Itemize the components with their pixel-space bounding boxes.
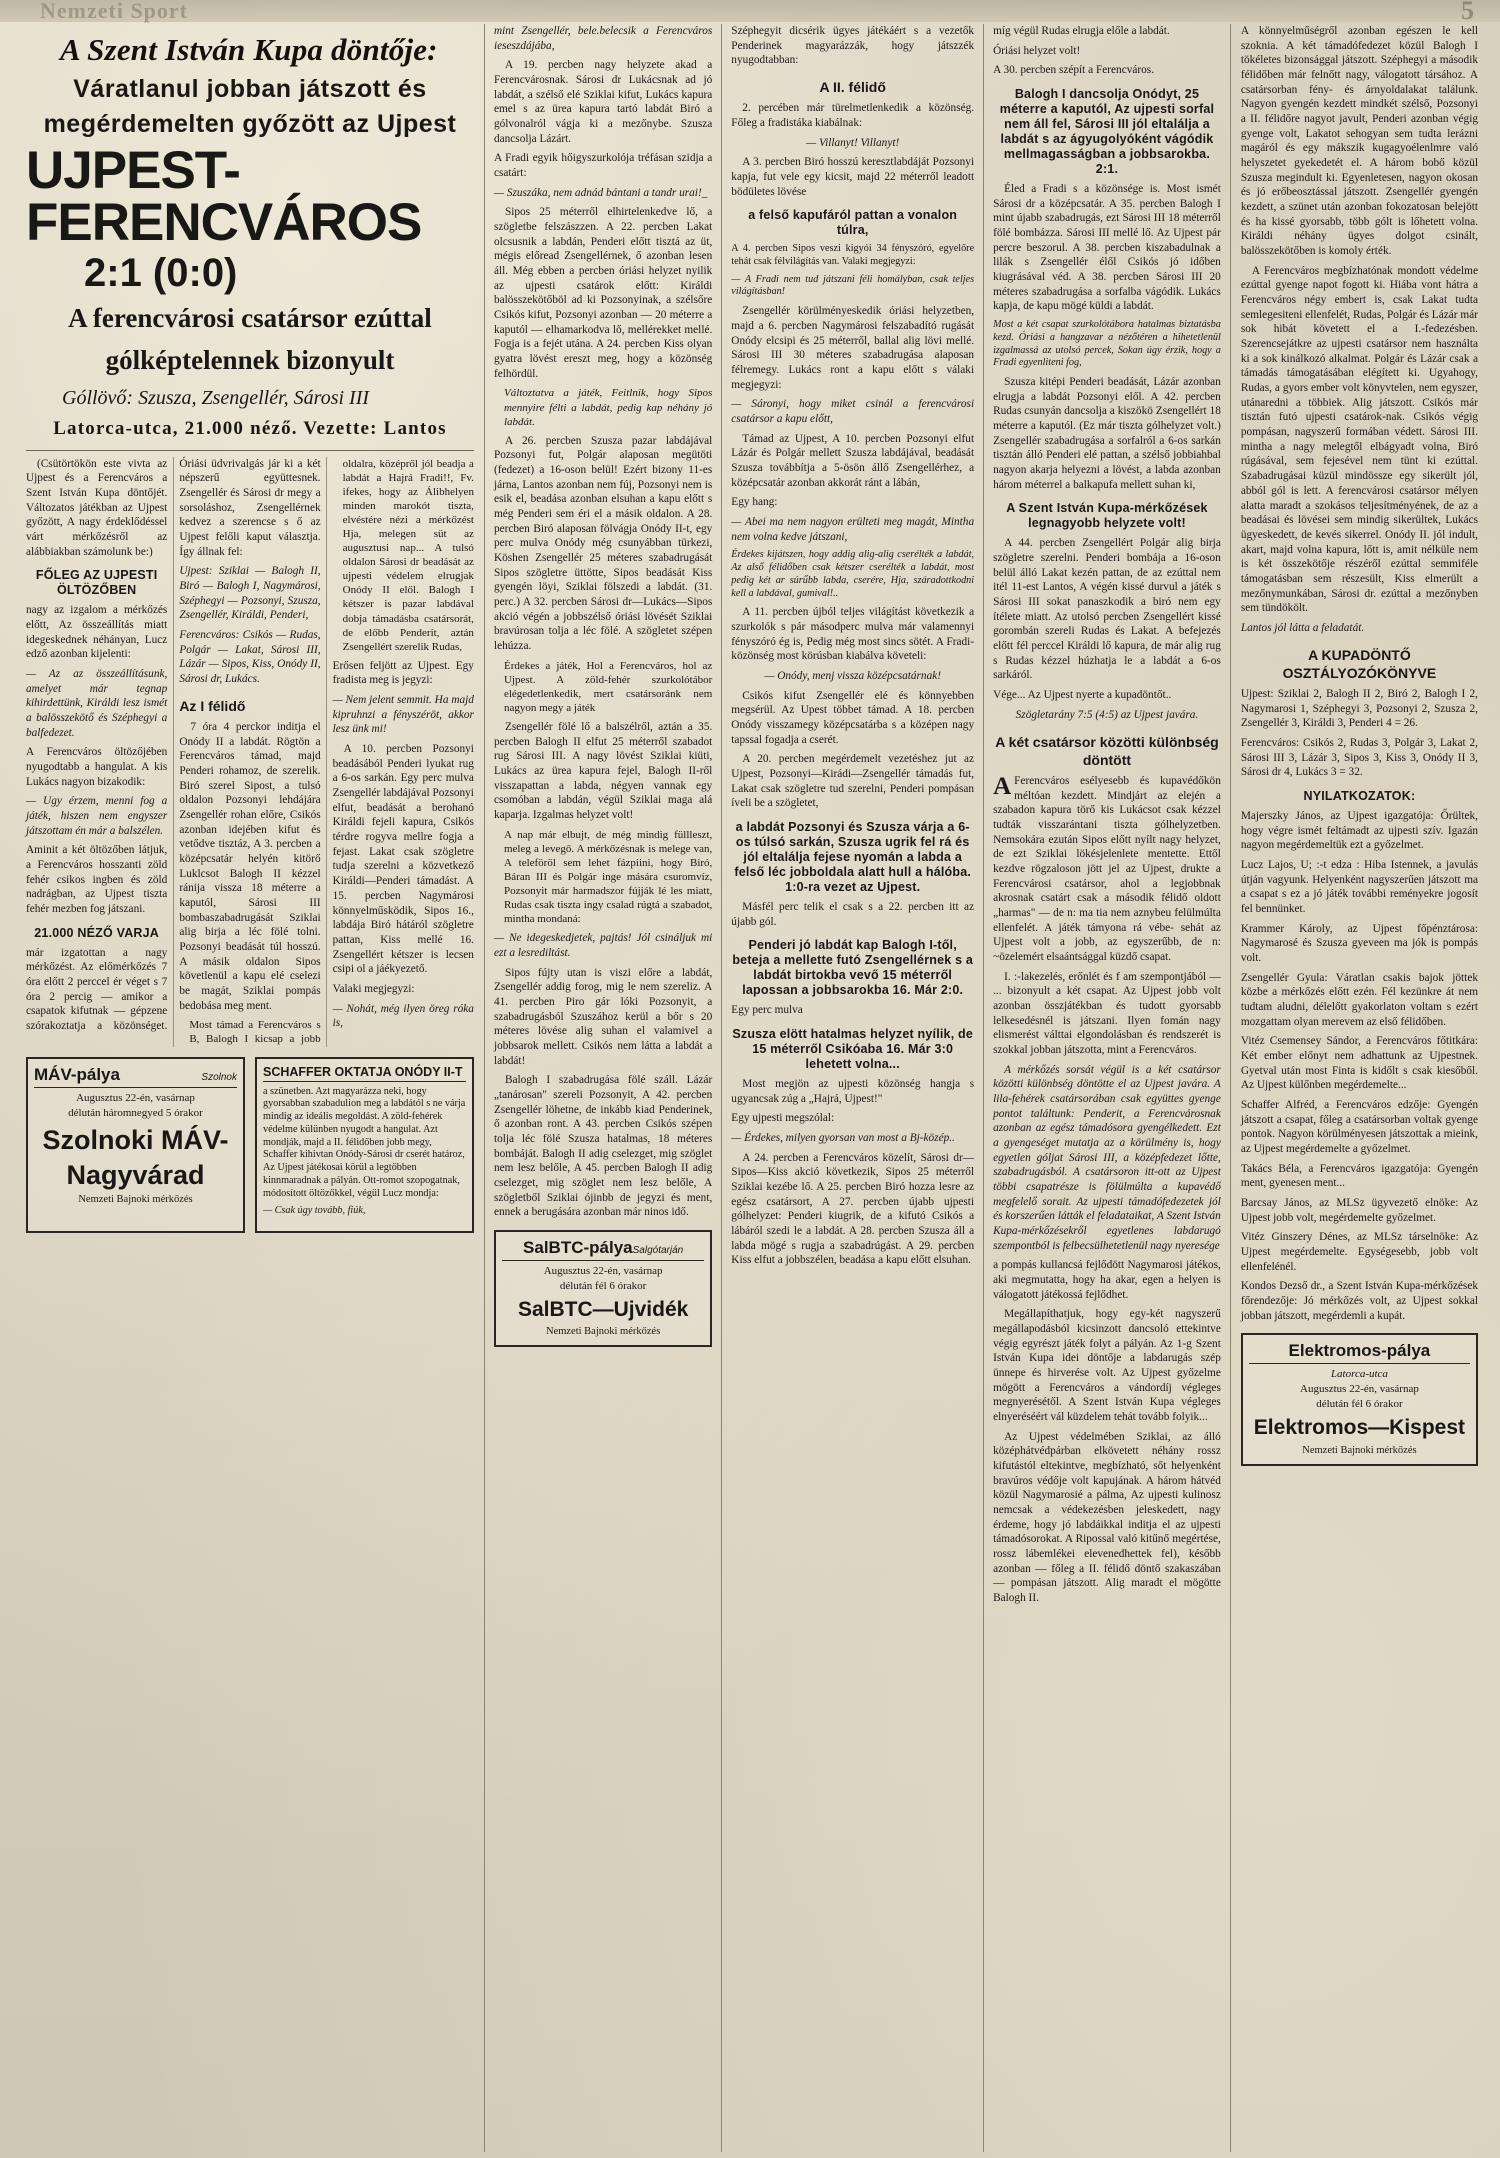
chance-highlight: Szusza elött hatalmas helyzet nyílik, de 15 méterről Csikóaba 16. Már 3:0 lehetett volna... [732,1027,974,1072]
ad-title-row [502,1238,704,1261]
paragraph-quote: — Csak úgy tovább, fiúk, [262,1205,366,1217]
paragraph: A 4. percben Sipos veszi kigyói 34 fényszóró, egyelőre tehát csak félvilágítás van. Valaki megjegyzi: [731,243,975,267]
goal-highlight-1: a labdát Pozsonyi és Szusza várja a 6-os túlsó sarkán, Szusza ugrik fel rá és jól eltalálja fejese nyomán a labda a felső léc jobboldala alatt hull a hálóba. 1:0-ra vezet az Ujpest. [734,820,972,895]
paragraph-quote: Érdekes kijátszen, hogy addig alig-alig cserélték a labdát, Az alső félidőben csak kétszer cserélték a labdát, most pedig két ar súrűbb labda, cserére, Hja, száradottkodni kell a labdával, gumival!.. [731,549,975,599]
paragraph-quote: — Abei ma nem nagyon erülteti meg magát, Mintha nem volna kedve játszani, [731,515,975,543]
paragraph: Egy perc mulva [731,1004,803,1017]
paragraph: A mérkőzés sorsát végül is a két csatársor közötti különbség döntötte el az Ujpest javára. A lila-fehérek csatársorában csak együttes gyenge pontot találtunk: Penderit, a Ferencvárosnak azonban az egész támadósora gyengélkedett. Ezt a gyengeséget mutatja az a körülmény is, hogy egyetlen góljat Sárosi III, a középfedezet lőtte, szabadrugásból. A csatársoron itt-ott az Ujpest többi csapatrésze is fölülmúlta a kupavédő megfelelő sorait. Az ujpesti támadófedezetek jól és korszerűen látták el feladataikat, A Szent István Kupa-mérkőzésekről egyetlenes labdarugó szempontból is felbecsülhetetlenül nagy nyeresége [993,1063,1221,1252]
ad-footer: Nemzeti Bajnoki mérkőzés [1302,1444,1417,1456]
paragraph: 7 óra 4 perckor inditja el Onódy II a labdát. Rögtön a Ferencváros támad, majd Penderi rohamoz, de szerelik. Biró szerel Sipost, a tulsó oldalon Pozsonyi lehdájára Zsengellér rohan előre, Csikós azonban idejében kifut és vetődve tisztáz, A 3. percben a középcsatár helyén kitörő Luklcsot Balogh II kézzel ránija vissza 18 méterre a kaputól, Sárosi III bombaszabadrugását Sziklai alig birja a léc fölé tolni. Pozsonyi beadását túl hosszú. A másik oldalon Sipos követlenül a kapu elé cselezi be magát, Sziklai pompás bedobása meg ment. [179,720,321,1012]
paragraph: Másfél perc telik el csak s a 22. percben itt az újabb gól. [731,901,975,928]
article-subhead-bottom-line1: A ferencvárosi csatársor ezúttal [68,302,432,333]
paragraph: a pompás kullancsá fejlődött Nagymarosi játékos, aki megmutatta, hogy ha akar, egen a helyen is válogatott játékossá fejlődhet. [993,1259,1221,1301]
ad-match: SalBTC—Ujvidék [517,1298,689,1322]
lineup-ferencvaros: Ferencváros: Csikós — Rudas, Polgár — Lakat, Sárosi III, Lázár — Sipos, Kiss, Onódy II, Sárosi dr, Lukács. [179,629,321,686]
section-heading-first-half: Az I félidő [179,697,246,714]
paragraph: A 11. percben újból teljes világítást következik a szurkolók s pár másodperc mulva már valamennyi fényszóró ég is, Pedig még most sincs sötét. A Fradi-közönség most körúsban kiabálva követeli: [731,606,975,663]
paragraph: A Fradi egyik hőigyszurkolója tréfásan szidja a csatárt: [493,152,713,180]
statement: Krammer Károly, az Ujpest főpénztárosa: Nagymarosé és Szusza gyeveen ma jók is pompás volt. [1240,922,1478,964]
paragraph-quote: — Ugy érzem, menni fog a játék, hiszen nem engyszer játszottam én már a balszélen. [26,795,168,837]
ad-elektromos-palya[interactable] [1241,1333,1478,1465]
column-3 [721,24,983,2152]
ad-footer: Nemzeti Bajnoki mérkőzés [545,1326,661,1338]
paragraph: A nap már elbujt, de még mindig füllleszt, meleg a levegő. A mérkőzésnak is melege van, A teleföröl sem lehet fázpiini, hogy Biró, Báran III és Polgár inge mására csuromvíz, Pozsonyit már harmadszor fújják lé les miatt, Rudas csak tiszta ingy csalad rúgtá a szabadot, mintha mondaná: [503,828,713,926]
article-kicker: A Szent István Kupa döntője: [60,32,438,67]
paragraph: nagy az izgalom a mérkőzés előtt, Az összeállítás miatt idegeskednek néhányan, Lucz edző azonban kijelenti: [26,604,168,661]
ad-title: SalBTC-pálya [523,1238,633,1258]
section-heading-analysis: A két csatársor közötti különbség döntött [995,733,1219,768]
lineup-ujpest: Ujpest: Sziklai — Balogh II, Biró — Balogh I, Nagymárosi, Széphegyi — Pozsonyi, Szusza, Zsengellér, Királdi, Penderi, [179,565,321,622]
column-5-body [1241,24,1478,1323]
column-4-body [993,24,1221,1606]
ratings-ujpest: Ujpest: Sziklai 2, Balogh II 2, Biró 2, Balogh I 2, Nagymarosi 1, Széphegyi 3, Pozsonyi 2, Szusza 2, Zsengellér 3, Királdi 3, Penderi 4 = 26. [1240,687,1478,730]
paragraph: Sipos 25 méterről elhirtelenkedve lő, a szögletbe felszászzen. A 22. percben Lakat olcsusnik a labdán, Penderi előtt tisztá az üt, mégis előread Zsengellérnek, ő azonban lesen áll. Még ebben a percben óriási helyzet nyilik az ujpesti csatárok előtt: Királdi balösszekötőböl ad ki Pozsonyinak, a szélsőre Csikós kifut, Pozsonyi azonban — 20 méterre a kaputól — elhamarkodva lő, mellérekket mellé. Fogja is a fejét utána. A 24. percben Kiss olyan gyatra lövést ereszt meg, hogy a közönség felhördül. [493,206,713,380]
paragraph: Széphegyit dicsérik ügyes játékáért s a vezetők Penderinek magyarázzák, hogy játszzék nyugodtabban: [731,25,975,67]
article-score: 2:1 (0:0) [84,250,238,295]
ad-match-away: Nagyvárad [66,1159,205,1190]
ad-title: SCHAFFER OKTATJA ONÓDY II-T [262,1064,463,1079]
columns-container [26,24,1478,2152]
statement: Majerszky János, az Ujpest igazgatója: Őrültek, hogy végre ismét feltámadt az ujpesti szív. Igazán nagyon megérdemeltük ezt a győzelmet. [1240,809,1478,852]
paragraph-quote: — A Fradi nem tud játszani féli homályban, csak teljes világításban! [731,273,975,298]
paragraph-quote: — Érdekes, milyen gyorsan van most a Bj-közép.. [731,1132,955,1145]
statement: Kondos Dezső dr., a Szent István Kupa-mérkőzések főrendezője: Jó mérkőzés volt, az Ujpest sokkal jobban játszott, megérdemli a kupát. [1240,1280,1478,1322]
paragraph: Éled a Fradi s a közönsége is. Most ismét Sárosi dr a középcsatár. A 35. percben Balogh I mint újabb szabadrugás, ezt Sárosi III 18 méterről fölé bombázza. Sárosi III mellé lő. Az Ujpest pár percre beszorul. A 38. percben kiszabadulnak a lilák s Zsengellér élől Csikós jó időben kiugrásával véd. A 38. percben Sárosi III 20 méteres szabadrugása a sorfalba vágódik. Lukács kapja, de kapu mögé küldi a labdát. [993,183,1221,313]
paragraph: már izgatottan a nagy mérkőzést. Az előmérkőzés 7 óra előtt 2 perccel ér véget s 7 óra 2 percig — amikor a csapatok kifutnak — gépzene szórakoztatja a közönséget. Óriási üdvrivalgás jár ki a két népszerű együttesnek. Zsengellér és Sárosi dr megy a sorsoláshoz, Zsengellérnek kedvez a szerencse s ő az Ujpest felőli kaput választja. Így állnak fel: [26,457,321,1033]
ad-schaffer-note [255,1057,474,1234]
paragraph: Zsengellér körülményeskedik óriási helyzetben, majd a 6. percben Nagymárosi felszabadító rugását Onódy elcsipi és 25 méterről, ballal alig lövi mellé. Sárosi III 30 méteres szabadrugása alaposan félremegy. Lukács ront a kapu előtt s válaki megjegyzi: [731,305,975,391]
paragraph: Most megjön az ujpesti közönség hangja s ugyancsak zúg a „Hajrá, Ujpest!" [731,1078,975,1105]
goal-scorers [62,387,474,410]
paragraph: Szusza kitépi Penderi beadását, Lázár azonban elrugja a labdát Pozsonyi elől. A 42. percben Rudas csunyán dancsolja a kiszökö Zsengellért 18 méterre a kaputól. (Ez már tiszta gólhelyzet volt.) Zsengellér szabadrugása a sorfalról a 6-os sarkán tisztán álló Penderi elé pattan, a szélső jobbiahbal nagyon akarja helyezni a lövést, a labda azonban három méterrel a balkapufa mellett suhan ki, [993,376,1221,491]
paragraph-quote: Most a két csapat szurkolótábora hatalmas biztatásba kezd. Óriási a hangzavar a nézőtéren a hihetetlenül izgalmassá az utolsó percek, Sokan úgy érzik, hogy a Fradi egyenliteni fog, [993,319,1221,369]
page-number: 5 [1461,0,1474,25]
paragraph: I. :-lakezelés, erőnlét és f am szempontjából — ... bizonyult a két csapat. Az Ujpest jobb volt azonban összjátékban és tudott gyorsabb lelkesedésnél is játszani. Ilyen fomán nagy elismerést válttai elgondolásban és rendszerét is szokkal jobban játszotta, mint a Ferencváros. [993,970,1221,1056]
ad-title-row [1249,1341,1470,1364]
goal-scorers-label: Góllövő: [62,386,134,409]
ad-location: Latorca-utca [1330,1368,1388,1381]
paragraph: Egy hang: [731,496,778,509]
paragraph-quote: Változtatva a játék, Feitlnik, hogy Sipos mennyire félti a labdát, pedig kap néhány jó labdát. [503,387,713,428]
paragraph: Most támad a Ferencváros s B, Balogh I kicsap a jobb oldalra, középről jól beadja a labdát a Hajrá Fradi!!, Fv. ifekes, hogy az Álibhelyen minden marokót tiszta, elvéstére nézi a mérkőzést Hja, melegen süt az augusztusi nap... A tulsó oldalon Sárosi dr beadását az ujpesti védelem elrugjak Onódy II elől. Balogh I kétszer is pazar labdával dobja támadásba csatársorát, de előbb Penderit, aztán Zsengellért szerelik Rudas, [189,457,474,1046]
paragraph: A 20. percben megérdemelt vezetéshez jut az Ujpest, Pozsonyi—Kirádi—Zsengellér támadás fut, Lakat csak szögletre tud szerelni, Penderi pompásan íveli be a szögletet, [731,753,975,810]
paragraph: A könnyelműségről azonban egészen le kell szoknia. A két támadófedezet közül Balogh I tökéletes bizonsággal játszott. Széphegyi a második félidőben már felnőtt nagy, válogatott társához. A csatársorban fény- és árnyoldalakat találunk. Nagyon gyengén kezdett mindkét szélső, Pozsonyi a II. félidőre nagyot javult, Penderi azonban végig gyenge volt, Lakatot sehogyan sem tudta lerázni magáról és egy mákszik kugagyoélenlmre való helyszetet gyekedetét el. A három bobő közül Szusza megindult ki. Egyenletesen, nagyon okosan és jó erőbeosztással játszott. Zsengellér gyengén kezdett, a szünet után azonban fokozatosan belejött és ha kissé gyorsabb, több gólt is lőhetett volna. Királdi néhány ügyes dolgot csinált, balösszekötőben is komoly érték. [1240,25,1478,258]
paragraph: Lantos jól látta a feladatát. [1240,621,1365,634]
ad-title-row [34,1065,237,1088]
section-heading-ratings: A KUPADÖNTŐ OSZTÁLYOZÓKÖNYVE [1282,646,1437,681]
paragraph: A 3. percben Biró hosszú keresztlabdáját Pozsonyi kapja, fut vele egy kicsit, majd 22 méterről leadott bödületes lövése [731,156,975,198]
article-subhead-top-line1: Váratlanul jobban játszott és [73,75,427,103]
column-2-body [494,24,712,1220]
statement: Takács Béla, a Ferencváros igazgatója: Gyengén ment, gyenesen ment... [1240,1162,1478,1190]
paragraph: Zsengellér fölé lő a balszélről, aztán a 35. percben Balogh II elfut 25 méterről szabadot rug Sárosi III. A nagy lövést Sziklai kiüti, Lukács az ürea kapura fejel, Balogh II-ről visszapattan a labda, négyen vannak egy csomóban a labdán, végül Sziklai maga alá kaparja. Izgalmas helyzet volt! [493,721,713,822]
ad-salbtc-palya[interactable] [494,1230,712,1347]
paragraph-quote: mint Zsengellér, bele.belecsik a Ferencváros ieseszdájába, [493,25,713,52]
ad-footer: Nemzeti Bajnoki mérkőzés [78,1194,193,1206]
column-5 [1230,24,1478,2152]
article-subhead-bottom-line2: gólképtelennek bizonyult [105,345,395,376]
masthead-title: Nemzeti Sport [40,0,189,23]
paragraph: Vége... Az Ujpest nyerte a kupadöntőt.. [993,689,1172,702]
crowd-chant: — Onódy, menj vissza középcsatárnak! [764,670,942,682]
statement: Schaffer Alfréd, a Ferencváros edzője: Gyengén játszott a csapat, főleg a csatársorban voltak gyenge pontok. Nagyon körülményesen játszottak a mieink, az Ujpest megérdemelte a győzelmet. [1240,1099,1478,1156]
paragraph: Megállapíthatjuk, hogy egy-két nagyszerű megállapodásból kicsinzott dancsoló ettekintve végig egyrészt játék folyt a pályán. Az 1-g Szent István Kupa idei döntője a labdarugás szép ünnepe és hirverése volt. Az Ujpest győzelme mögött a Ferencváros a vándordíj végleges megnyerésétől. A Szent István Kupa végleges elnyeréséért vál küzdelem tehát tovább folyik... [993,1308,1221,1424]
paragraph: A 30. percben szépít a Ferencváros. [993,64,1155,77]
article-main-title: UJPEST-FERENCVÁROS [26,141,422,252]
paragraph: A 26. percben Szusza pazar labdájával Pozsonyi fut, Polgár alaposan megütöti (fedezet) a 16-oson belül! Ezért bizony 11-es járna, Lantos azonban nem fúj, Pozsonyi nem is esik el, beadása azonban elsuhan a kapu előtt s még Penderi sem éri el a másik oldalon. A 28. percben Biró alaposan fölvágja Onódy II-t, egy perc mulva Onódy még csunyábban türkezi, Köshen Zsengellér 25 méteres szabadrugását Sipos szögletre üttötte, Sipos beadását Kiss gyengén löyi, Sziklai fölszedi a labdát. (31. perc.) A 32. percben Sárosi dr—Lukács—Sipos akció végén a jobbszélső óriási lövését Sziklai bravúrosan tolja a léc fölé. A szögletet szépen lehúzza. [493,434,713,653]
paragraph: Érdekes a játék, Hol a Ferencváros, hol az Ujpest. A zöld-fehér szurkolótábor elégedetlenkedik, mert csatársoránk nem nagyon megy a játék [503,659,713,714]
subheading: FŐLEG AZ UJPESTI ÖLTÖZŐBEN [35,568,158,598]
paragraph-quote: — Az az összeállításunk, amelyet már tegnap kihirdettünk, Királdi lesz ismét a balösszekötő és Széphegyi a balfedezet. [26,668,168,739]
paragraph: Erősen feljött az Ujpest. Egy fradista meg is jegyzi: [332,659,474,687]
ad-location: Salgótarján [632,1245,684,1257]
paragraph: Aminit a két öltözőben látjuk, a Ferencváros hosszanti zöld fehér csikos ingben és zöld nadrágban, az Ujpest tiszta fehér mezben fog játszani. [26,844,168,916]
paragraph: A 44. percben Zsengellért Polgár alig birja szögletre szerelni. Penderi bombája a 16-oson belül álló Lakat kezén pattan, de az ezúttal nem itél 11-est Lantos, A végén kissé durvul a játék s Sárosi III sokat panaszkodik a biró nem egy ítélete miatt. Az utolsó percben Zsengellért kissé gorombán szereli Rudas és Lakat. A befejezés előtt fél perccel Királdi lő kapura, de már alig rug s Rudas kézzel húzhatja le a labdát a 6-os sarkáról. [993,537,1221,682]
ad-time: délután fél 6 órakor [559,1280,647,1293]
paragraph: Csikós kifut Zsengellér elé és könnyebben megsérül. Az Upest többet támad. A 18. percben Onódy visszamegy középcsatárba s a középen nagy tapssal fogadja a cserét. [731,689,975,746]
paragraph-quote: — Nohát, még ilyen öreg róka is, [332,1002,474,1030]
paragraph: Támad az Ujpest, A 10. percben Pozsonyi elfut Lázár és Polgár mellett Szusza labdájával, beadását Szusza továbbítja a 5-ösön állő Zsengellérhez, a középcsatár azonban akkorát ránt a lábán, [731,432,975,489]
ad-title: Elektromos-pálya [1288,1341,1431,1361]
venue-attendance-referee: Latorca-utca, 21.000 néző. Vezette: Lantos [53,417,447,439]
paragraph: Balogh I szabadrugása fölé száll. Lázár „tanárosan" szereli Pozsonyit, A 42. percben Zsengellér löhetne, de inkább kiad Penderinek, ő azonban ront. A 43. percben Csikós szépen tolja léc fölé Szusza hatalmas, 18 méteres bombáját. Balogh II adig cselezget, mig szöglet nem lesz belőle, A 45. percben Balogh II adig cselezget, mig szöglet nem lesz belőle, A szögletből Sziklai ójinbb de jegyzi és ment, ennek a berugására azonban már ninos idő. [493,1074,713,1219]
paragraph: A 24. percben a Ferencváros közelít, Sárosi dr—Sipos—Kiss akció következik, Sipos 25 méterről Sziklai kezébe lő. A 25. percben Biró hozza lesre az egész csatársort, A 27. percben újabb ujpesti gólhelyzet: Penderi kiugrik, de a kifutó Csikós a lábáról szedi le a labdát. A 28. percben Szusza áll a labda mögé s rugja a szabadrúgást. A 29. percben Kiss elfut a jobbszélen, beadása a kapu előtt elsuhan. [731,1151,975,1267]
crowd-chant: — Villanyt! Villanyt! [806,136,900,149]
paragraph: A Ferencváros öltözőjében nyugodtabb a hangulat. A kis Lukács nagyon bizakodik: [26,746,168,788]
column-1 [26,24,484,2152]
paragraph: A Ferencváros megbízhatónak mondott védelme ezúttal gyenge napot fogott ki. Hiába vont hátra a Ferencváros négy embert is, csak Lakat tudta semlegesiteni ellenfelét, Rudas, Polgár és Lázár már sok hibát követett el a I.-fedezésben. Szerencsejátkre az ujpesti csatársor nem használta ki a sok kinálkozó alkalmat. Polgár és Lázár csak a támadás támogatásában elégített ki. Ugyahogy, Rudas, a gyors ember volt könyvtelen, nem egyszer, utánaredni a többiek. Alig játszott. Csikós már tisztán futó ujpesti csatárok-nak. Csikós végig pompásan, nagyszerű formában védett. Sárosi III. mintha a nagy melegtől elbágyadt volna, Biró rúgásával, sem fejesével nem tünt ki ezúttal. Szabadrugásai küzül mindössze egy sikerült jól, abból gól is lett. A ferencvárosi csatársor mélyen alatta maradt a szokásos teljesítményének, de az a beadásai és lövései sem mindig sikerültek, Lukács ügyeskedett, de kevés sikerrel. Onódy II. jól indult, akart, majd volna kapura, lőtt is, amit nélküle nem is két összekötője részéről ezúttal semmiféle támogatásban sem részesült, Kiss elmerült a mezőnymunkában, Sárosi dr. ezúttal a mezőnyben sem tündökölt. [1240,264,1478,615]
ad-date: Augusztus 22-én, vasárnap [76,1091,195,1104]
ad-time: délután fél 6 órakor [1316,1398,1403,1411]
paragraph-quote: — Nem jelent semmit. Ha majd kipruhnzi a fényszéröt, akkor lesz ünk mi! [332,694,474,736]
paragraph: míg végül Rudas elrugja előle a labdát. [993,25,1170,37]
column-3-body [731,24,974,1268]
paragraph-quote: — Sáronyi, hogy miket csinál a ferencvárosi csatársor a kapu előtt, [731,398,975,425]
ad-location: Szolnok [201,1071,237,1083]
paragraph: Óriási helyzet volt! [993,44,1081,57]
paragraph: Sipos fújty utan is viszi előre a labdát, Zsengellér addig forog, mig le nem szereliz. A 41. percben Piro gár lóki Pozsonyit, a szabadrugásból Szuszához kerül a bőr s 20 méteres lövése alig suhan el valamivel a jobbsarok mellett. Csikós nem látta a labdát a labdát! [493,966,713,1067]
article-subhead-top-line2: megérdemelten győzött az Ujpest [43,109,457,138]
biggest-chance-note: A Szent István Kupa-mérkőzések legnagyobb helyzete volt! [1006,501,1208,531]
masthead-strip [0,0,1500,25]
goal-highlight-2: Penderi jó labdát kap Balogh I-től, beteja a mellette futó Zsengellérnek s a labdát birtokba vevő 15 méterről lapossan a jobbsarokba 16. Már 2:0. [732,938,974,998]
statement: Vitéz Csemensey Sándor, a Ferencváros főtitkára: Két ember előnyt nem adhattunk az Ujpestnek. Gyetval után most Finta is kidőlt s csak kiesőből. Az Ujpest külőnben megérdemelte... [1240,1035,1478,1092]
paragraph: Valaki megjegyzi: [332,982,415,995]
paragraph: (Csütörtökön este vivta az Ujpest és a Ferencváros a Szent István Kupa döntőjét. Változatos játékban az Ujpest győzött, A nagy érdeklődéssel várt mérkőzésről az alábbiakban számolunk be:) [26,457,168,558]
ad-title-row [263,1065,466,1082]
divider [26,450,474,451]
column-2 [484,24,721,2152]
ad-match-home: Szolnoki MÁV- [42,1124,229,1155]
statement: Lucz Lajos, U; :-t edza : Hiba Istennek, a javulás útján vagyunk. Helyenként nagyszerűen játszott ma a csapat s ez a jó játék további reményekre jogosít fel bennünket. [1240,858,1478,915]
paragraph-quote: — Szuszáka, nem adnád bántani a tandr urai!_ [493,186,708,199]
section-heading-second-half: A II. félidő [819,79,886,96]
paragraph: A 10. percben Pozsonyi beadásából Penderi lyukat rug a 6-os sarkán. Egy perc mulva Zsengellér labdájával Pozsonyi elfut, beadását a berohanó Királdi fejeli kapura, Csikós térdre rogyva mellre fogja a fejast. Lakat csak szögletre tudja szerelni a közvetkező Királdi—Penderi támadást. A 15. percben Nagymárosi könnyelműsködik, Sipos 16., labdája Biró hátáról szögletre pattan, Kiss mellé 16. Zsengellért kétszer is lecsen csipi ol a jáékyezető. [332,743,474,976]
subheading: a felső kapufáról pattan a vonalon túlra, [748,208,958,238]
paragraph: AFerencváros esélyesebb és kupavédőkön méltóan kezdett. Mindjárt az elején a szabadon kapura törő kis Lukácsot csak kézzel tudták visszarántani tiszta gólhelyzetben. Nemsokára ezután Sipos előtt nyílt nagy helyzet, de ezt Sziklai lökésjelenlete mentette. Ettől kezdve rögzaloson jött jel az Ujpest, drukte a Ferencvárosi csatársor, ahol a legjobbnak akrosnak csatárt csak a második félidő oldott „harmas" — de n: ma tia nem aznybeu felülmúlta ellenfelét. A játék támyona rá vébe- sehát az Ujpest volt a jobb, az egyszerűbb, de n: ~özelemért elsaántsággal küzdő csapat. [993,772,1221,963]
paragraph: A 19. percben nagy helyzete akad a Ferencvárosnak. Sárosi dr Lukácsnak ad jó labdát, a szélső elé Sziklai kifut, Lukács kapura emel s az ürea kapura tartó labdát Biró a gólvonalról vágja ki a mezőnybe. Szusza dancsolja Lázárt. [493,59,713,145]
goal-scorers-names: Szusza, Zsengellér, Sárosi III [138,386,370,409]
statement: Vitéz Ginszery Dénes, az MLSz társelnöke: Az Ujpest megérdemelte. Egységesebb, jobb volt ellenfelénél. [1240,1231,1478,1273]
subheading: 21.000 NÉZŐ VARJA [34,925,160,940]
paragraph: a szünetben. Azt magyarázza neki, hogy gyorsabban szabadulion meg a labdától s ne várja mindig az ideális megoldást. A zöld-fehérek védelme külünben nyugodt a hangulat. Azt mondják, majd a II. félidőben jobb megy, Schaffer kihivtan Onódy-Sárosi dr cserét határoz, Az Ujpest játékosai körül a legtöbben kinnmaradnak a pályán. Ott-romot szopogatnak, módosított öltözőkkel, végül Lucz mondja: [262,1085,466,1199]
paragraph: Az Ujpest védelmében Sziklai, az álló középhátvédpárban elkövetett néhány rossz kifutástól eltekintve, megbízható, sőt helyenként bravúros védője volt kapujának. A három hátvéd közül Nagymarosié a pálma, Az ujpesti kulinosz nemcsak a védekezésben jeleskedett, nagy érdeme, hogy jó labdáikkal inditja el az ujpesti támadósorokat. A Ripossal való kitűnő megértése, rossz lábemlékei elevenedhettek fel), később azonban — főleg a II. félidő döntő szakaszában — pompásan játszott. Alig maradt el mögötte Balogh II. [993,1430,1221,1605]
paragraph-quote: — Ne idegeskedjetek, pajtás! Jól csináljuk mi ezt a lesrediltást. [493,932,713,959]
column-4 [983,24,1230,2152]
ads-row-column-1 [26,1047,474,1234]
ad-date: Augusztus 22-én, vasárnap [1300,1383,1419,1396]
column-1-body [26,457,474,1047]
ratings-ferencvaros: Ferencváros: Csikós 2, Rudas 3, Polgár 3, Lakat 2, Sárosi III 3, Lázár 3, Sipos 3, Kiss 3, Onódy II 3, Sárosi dr 4, Lukács 3 = 32. [1240,736,1478,779]
ad-date: Augusztus 22-én, vasárnap [543,1265,663,1278]
statement: Zsengellér Gyula: Váratlan csakis bajok jöttek közbe a mérkőzés előtt ezén. Fél kezünkre át nem tudtam aludni, délelőtt gyakorlaton voltam s ezért mozgattam olyan merevem az első félidőben. [1240,971,1478,1028]
statement: Barcsay János, az MLSz ügyvezető elnöke: Az Ujpest jobb volt, megérdemelte győzelmet. [1240,1197,1478,1224]
ad-title: MÁV-pálya [34,1064,120,1084]
section-heading-statements: NYILATKOZATOK: [1303,788,1416,803]
ad-mav-palya[interactable] [26,1057,245,1234]
paragraph: Egy ujpesti megszólal: [731,1112,835,1125]
ad-match: Elektromos—Kispest [1253,1416,1466,1440]
goal-highlight-3: Balogh I dancsolja Onódyt, 25 méterre a kaputól, Az ujpesti sorfal nem áll fel, Sárosi III jól eltalálja a labdát s az ágyugolyóként vágódik mellmagasságban a jobbsarokba. 2:1. [999,87,1215,177]
ad-time: délután háromnegyed 5 órakor [68,1106,203,1119]
paragraph: 2. percében már türelmetlenkedik a közönség. Főleg a fradistáka kiabálnak: [731,102,975,129]
corner-statistic: Szögletarány 7:5 (4:5) az Ujpest javára. [1015,708,1199,721]
